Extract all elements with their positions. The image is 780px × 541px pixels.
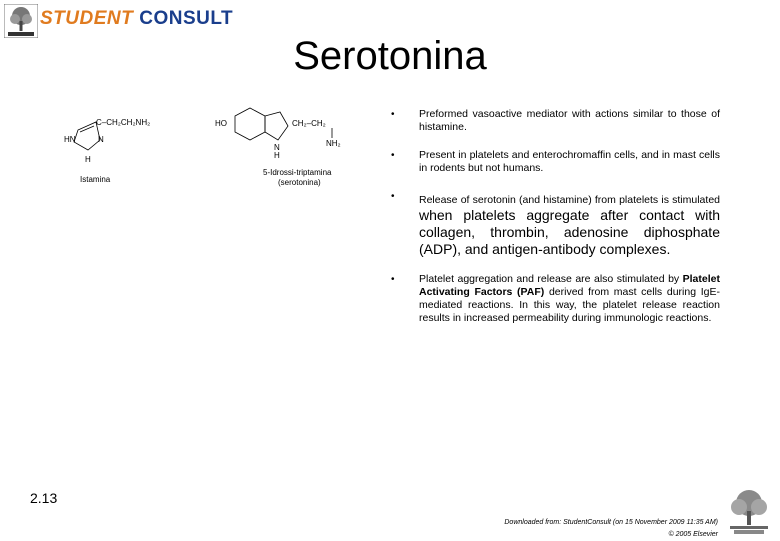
- student-consult-logo: [40, 8, 233, 30]
- bullet-item: • Preformed vasoactive mediator with actions similar to those of histamine.: [391, 108, 720, 133]
- bullet-text-tail: derived from mast cells during IgE-mediated reactions. In this way, the platelet release reaction results in increased permeability during immunologic reactions.: [419, 286, 720, 324]
- bullet-text: Release of serotonin (and histamine) from platelets is stimulated: [419, 194, 720, 206]
- histamine-hn: HN: [64, 135, 76, 144]
- serotonin-nh2: NH₂: [326, 139, 341, 148]
- slide-number: 2.13: [30, 490, 58, 506]
- serotonin-n: N: [274, 143, 280, 152]
- histamine-chain: C–CH₂CH₂NH₂: [96, 118, 151, 127]
- serotonin-structure: [215, 108, 341, 187]
- histamine-h: H: [85, 155, 91, 164]
- bullet-list: [388, 108, 720, 340]
- histamine-structure: [64, 118, 150, 184]
- histamine-label: Istamina: [80, 175, 111, 184]
- serotonin-ho: HO: [215, 119, 227, 128]
- slide-title: Serotonina: [293, 34, 487, 78]
- brand-student: STUDENT: [40, 8, 134, 29]
- elsevier-tree-icon: [4, 4, 38, 38]
- chemical-structures: [60, 100, 360, 200]
- bullet-bold-text: Platelet Activating Factors (PAF): [419, 273, 720, 298]
- serotonin-h: H: [274, 151, 280, 160]
- serotonin-label-1: 5-Idrossi-triptamina: [263, 168, 332, 177]
- bullet-item: • Present in platelets and enterochromaffin cells, and in mast cells in rodents but not humans.: [391, 149, 720, 174]
- bullet-text: Present in platelets and enterochromaffin cells, and in mast cells in rodents but not humans.: [419, 149, 720, 174]
- histamine-n: N: [98, 135, 104, 144]
- footer-download-line: Downloaded from: StudentConsult (on 15 November 2009 11:35 AM): [504, 519, 718, 526]
- bullet-item: • Platelet aggregation and release are also stimulated by Platelet Activating Factors (PAF) derived from mast cells during IgE-mediated reactions. In this way, the platelet release reaction results in increased permeability during immunologic reactions.: [391, 273, 720, 324]
- bullet-text: Platelet aggregation and release are also stimulated by: [419, 273, 683, 285]
- serotonin-label-2: (serotonina): [278, 178, 321, 187]
- footer: [504, 517, 718, 541]
- serotonin-ch2ch2: CH₂–CH₂: [292, 119, 326, 128]
- bullet-text: Preformed vasoactive mediator with actions similar to those of histamine.: [419, 108, 720, 133]
- brand-consult: CONSULT: [139, 8, 234, 29]
- bullet-text-tail: when platelets aggregate after contact with collagen, thrombin, adenosine diphosphate (ADP), and antigen-antibody complexes.: [419, 207, 720, 257]
- footer-copyright: © 2005 Elsevier: [668, 531, 718, 538]
- bullet-item: • Release of serotonin (and histamine) from platelets is stimulated when platelets aggregate after contact with collagen, thrombin, adenosine diphosphate (ADP), and antigen-antibody complexes.: [391, 191, 720, 257]
- elsevier-tree-icon: [724, 487, 774, 535]
